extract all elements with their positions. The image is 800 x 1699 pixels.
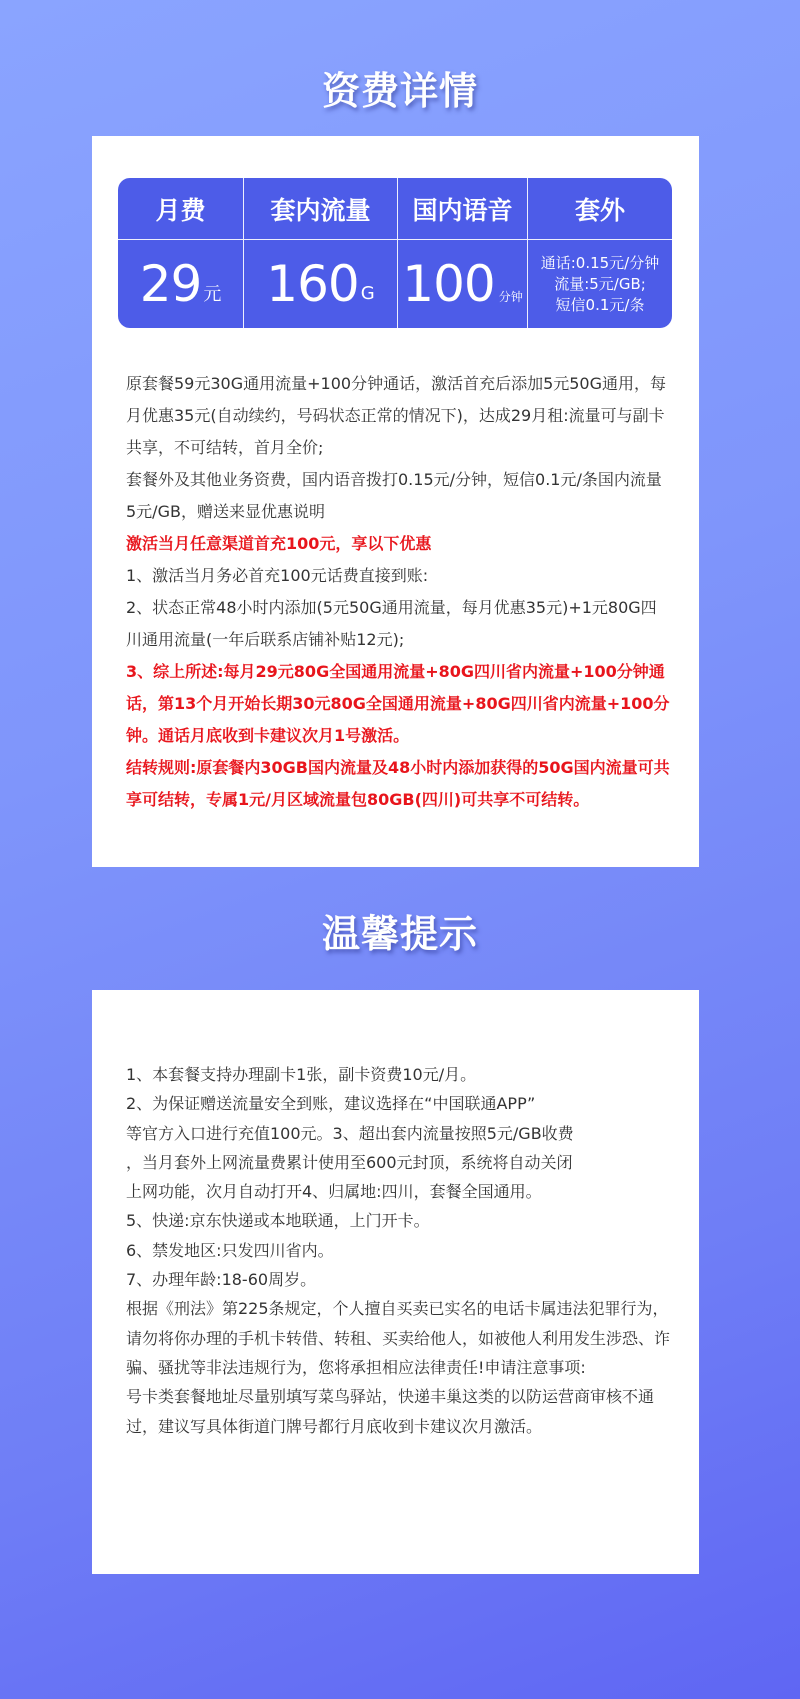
section-title-tips: 温馨提示 [321, 912, 478, 956]
plan-details [126, 368, 671, 816]
tip-line: 7、办理年龄:18-60周岁。 [126, 1270, 317, 1290]
header-data: 套内流量 [244, 178, 398, 240]
tip-line: 6、禁发地区:只发四川省内。 [126, 1240, 334, 1260]
tip-line: ，当月套外上网流量费累计使用至600元封顶，系统将自动关闭 [126, 1152, 573, 1172]
tip-line: 2、为保证赠送流量安全到账，建议选择在“中国联通APP” [126, 1094, 536, 1114]
data-value [244, 240, 398, 328]
tip-line: 上网功能，次月自动打开4、归属地:四川，套餐全国通用。 [126, 1182, 542, 1202]
header-overage: 套外 [528, 178, 672, 240]
tip-line: 号卡类套餐地址尽量别填写菜鸟驿站，快递丰巢这类的以防运营商审核不通过，建议写具体街道门牌号都行月底收到卡建议次月激活。 [126, 1387, 655, 1436]
overage-rates [528, 240, 672, 328]
voice-number: 100 [402, 255, 495, 313]
overage-call-rate: 通话:0.15元/分钟 [540, 253, 660, 272]
detail-line: 1、激活当月务必首充100元话费直接到账: [126, 566, 429, 585]
overage-data-rate: 流量:5元/GB; [554, 274, 646, 293]
detail-line: 2、状态正常48小时内添加(5元50G通用流量，每月优惠35元)+1元80G四川通用流量(一年后联系店铺补贴12元); [126, 598, 657, 649]
header-voice: 国内语音 [398, 178, 528, 240]
pricing-table [118, 178, 672, 328]
voice-unit: 分钟 [498, 289, 523, 304]
tips-list [126, 1060, 671, 1441]
data-number: 160 [266, 255, 359, 313]
data-unit: G [360, 282, 375, 304]
voice-value [398, 240, 528, 328]
header-monthly-fee: 月费 [118, 178, 244, 240]
detail-highlight: 激活当月任意渠道首充100元，享以下优惠 [126, 534, 432, 553]
section-title-pricing: 资费详情 [321, 69, 478, 113]
tip-line: 5、快递:京东快递或本地联通，上门开卡。 [126, 1211, 430, 1231]
tip-line: 1、本套餐支持办理副卡1张，副卡资费10元/月。 [126, 1065, 477, 1084]
detail-highlight: 结转规则:原套餐内30GB国内流量及48小时内添加获得的50G国内流量可共享可结转，专属1元/月区域流量包80GB(四川)可共享不可结转。 [126, 758, 670, 809]
tip-line: 根据《刑法》第225条规定，个人擅自买卖已实名的电话卡属违法犯罪行为，请勿将你办理的手机卡转借、转租、买卖给他人，如被他人利用发生涉恐、诈骗、骚扰等非法违规行为，您将承担相应法律责任!申请注意事项: [126, 1299, 671, 1377]
overage-sms-rate: 短信0.1元/条 [555, 295, 645, 314]
detail-line: 套餐外及其他业务资费，国内语音拨打0.15元/分钟，短信0.1元/条国内流量5元/GB，赠送来显优惠说明 [126, 470, 662, 521]
tips-card [92, 990, 699, 1574]
tip-line: 等官方入口进行充值100元。3、超出套内流量按照5元/GB收费 [126, 1123, 574, 1143]
detail-highlight: 3、综上所述:每月29元80G全国通用流量+80G四川省内流量+100分钟通话，第13个月开始长期30元80G全国通用流量+80G四川省内流量+100分钟。通话月底收到卡建议次月1号激活。 [126, 662, 670, 745]
monthly-fee-number: 29 [139, 255, 202, 313]
monthly-fee-value [118, 240, 244, 328]
pricing-card [92, 136, 699, 867]
detail-line: 原套餐59元30G通用流量+100分钟通话，激活首充后添加5元50G通用，每月优惠35元(自动续约，号码状态正常的情况下)，达成29月租:流量可与副卡共享，不可结转，首月全价; [126, 374, 667, 457]
monthly-fee-unit: 元 [203, 284, 222, 305]
